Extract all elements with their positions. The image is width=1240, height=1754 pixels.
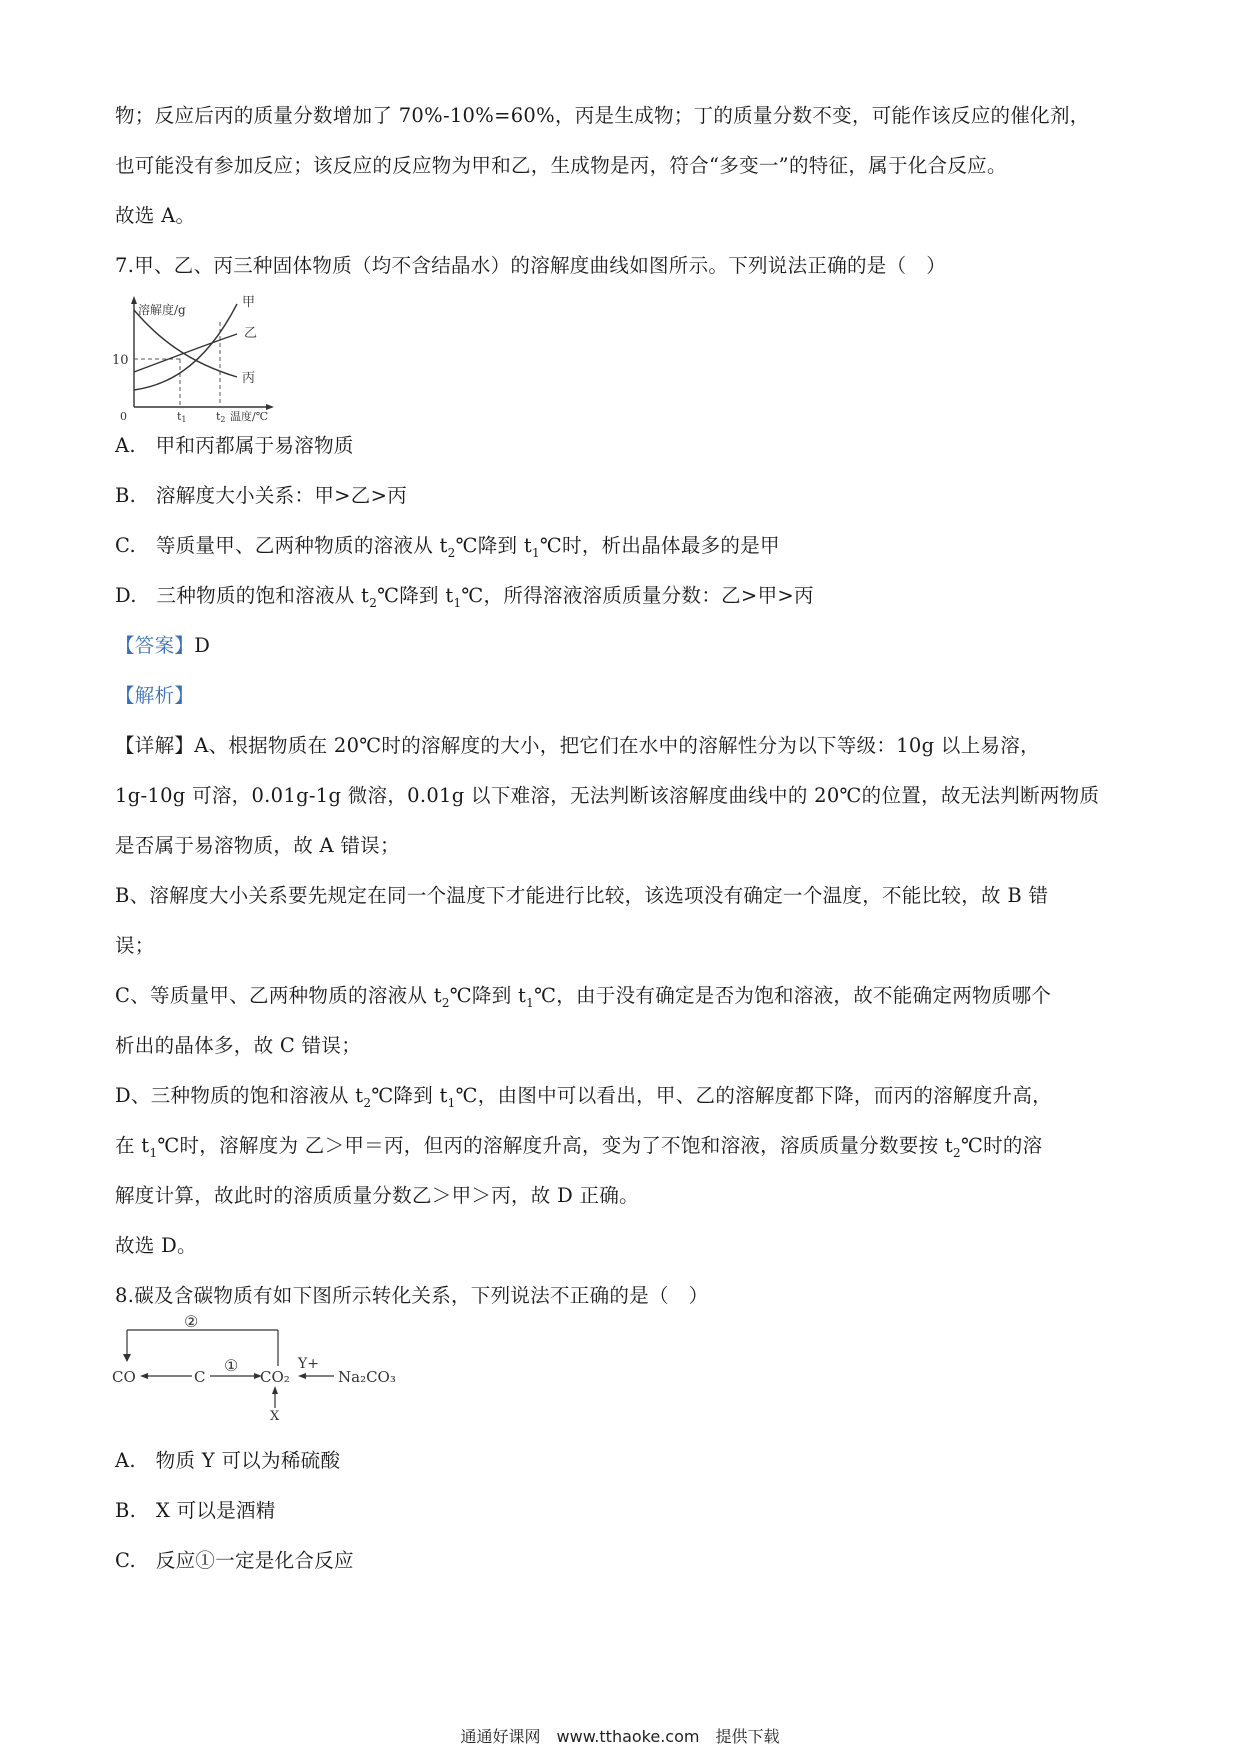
q7-option-c: C. 等质量甲、乙两种物质的溶液从 $t_2℃$降到 $t_1℃$时，析出晶体最多的是甲 [115,534,780,560]
q8-option-c: C. 反应①一定是化合反应 [115,1549,354,1572]
q7-option-d: D. 三种物质的饱和溶液从 $t_2℃$降到 $t_1℃$，所得溶液溶质质量分数：乙>甲>丙 [115,584,814,610]
page-footer: 通通好课网 www.tthaoke.com 提供下载 [460,1727,780,1746]
arrow-c-co-head [140,1373,148,1379]
text-line: 故选 A。 [115,204,196,227]
carbon-conversion-diagram [112,1312,442,1424]
detail-line: 是否属于易溶物质，故 A 错误； [115,834,400,857]
species-na2co3: Na₂CO₃ [338,1368,396,1386]
solubility-chart [112,292,282,426]
q7-option-b: B. 溶解度大小关系：甲>乙>丙 [115,484,408,507]
curve-label-bing: 丙 [242,371,256,386]
detail-line: 故选 D。 [115,1234,197,1257]
detail-line: C、等质量甲、乙两种物质的溶液从 $t_2℃$降到 $t_1℃$，由于没有确定是否为饱和溶液，故不能确定两物质哪个 [115,984,1052,1010]
arrow-x-co2-head [272,1386,278,1394]
y-axis-arrow [131,296,137,304]
reaction-1-label: ① [224,1356,239,1375]
loop-arrowhead [123,1354,131,1362]
species-c: C [194,1368,206,1386]
reagent-y: Y+ [298,1356,319,1372]
detail-line: 1g-10g 可溶，0.01g-1g 微溶，0.01g 以下难溶，无法判断该溶解度曲线中的 20℃的位置，故无法判断两物质 [115,784,1100,807]
q8-option-b: B. X 可以是酒精 [115,1499,276,1522]
species-co: CO [112,1368,136,1386]
curve-label-yi: 乙 [244,326,258,341]
x-axis-label: 温度/℃ [230,410,269,423]
origin-label: 0 [120,410,127,423]
arrow-na2co3-co2-head [298,1373,306,1379]
detail-line: 【详解】A、根据物质在 20℃时的溶解度的大小，把它们在水中的溶解性分为以下等级：10g 以上易溶， [115,734,1040,757]
x-tick-t1: t1 [177,410,187,424]
question-7-stem: 7.甲、乙、丙三种固体物质（均不含结晶水）的溶解度曲线如图所示。下列说法正确的是（ ） [115,254,947,277]
species-x: X [270,1409,280,1424]
detail-line: 析出的晶体多，故 C 错误； [115,1034,362,1057]
x-tick-t2: t2 [216,410,226,424]
q7-option-a: A. 甲和丙都属于易溶物质 [115,434,354,457]
detail-line: 误； [115,934,155,957]
y-tick-10: 10 [112,353,129,368]
curve-yi [134,334,237,372]
detail-line: 解度计算，故此时的溶质质量分数乙＞甲＞丙，故 D 正确。 [115,1184,639,1207]
detail-line: B、溶解度大小关系要先规定在同一个温度下才能进行比较，该选项没有确定一个温度，不能比较，故 B 错 [115,884,1049,907]
y-axis-label: 溶解度/g [138,303,186,317]
reaction-2-label: ② [184,1312,199,1331]
detail-line: D、三种物质的饱和溶液从 $t_2℃$降到 $t_1℃$，由图中可以看出，甲、乙的溶解度都下降，而丙的溶解度升高， [115,1084,1052,1110]
text-line: 也可能没有参加反应；该反应的反应物为甲和乙，生成物是丙，符合“多变一”的特征，属于化合反应。 [115,154,1007,177]
species-co2: CO₂ [260,1368,290,1386]
curve-label-jia: 甲 [242,295,256,310]
text-line: 物；反应后丙的质量分数增加了 70%-10%=60%，丙是生成物；丁的质量分数不变，可能作该反应的催化剂， [115,104,1090,127]
answer-line: 【答案】D [115,634,211,657]
q8-option-a: A. 物质 Y 可以为稀硫酸 [115,1449,341,1472]
detail-line: 在 $t_1℃$时，溶解度为 乙＞甲＝丙，但丙的溶解度升高，变为了不饱和溶液，溶质质量分数要按 $t_2℃$时的溶 [115,1134,1043,1160]
analysis-label: 【解析】 [115,684,195,707]
question-8-stem: 8.碳及含碳物质有如下图所示转化关系，下列说法不正确的是（ ） [115,1284,709,1307]
